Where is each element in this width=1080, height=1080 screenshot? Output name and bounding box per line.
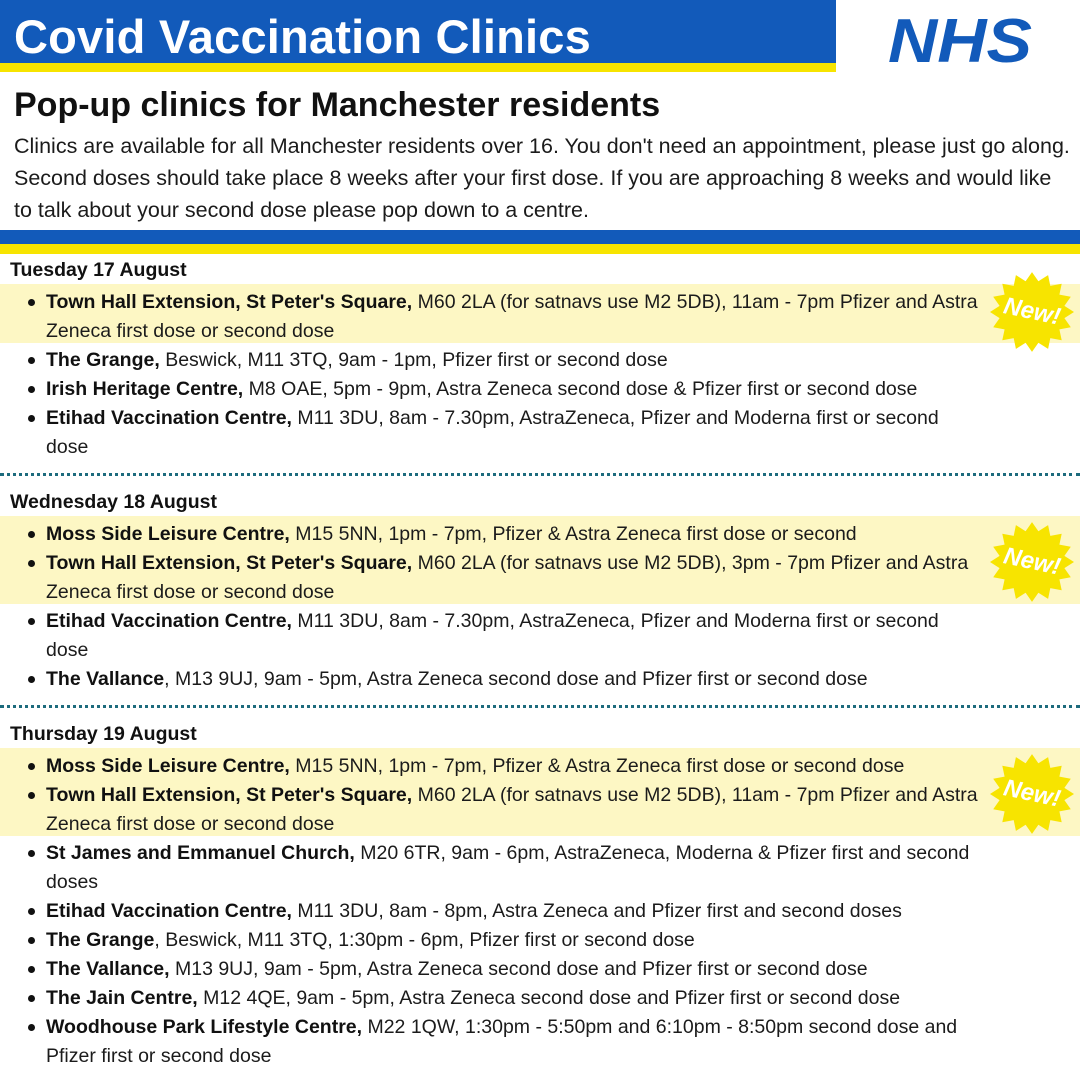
clinic-name: The Jain Centre, [46,987,198,1009]
clinic-item [0,984,1080,1013]
clinic-item [0,346,1080,375]
clinic-name: The Vallance [46,668,165,690]
clinic-detail: M60 2LA (for satnavs use M2 5DB), 11am - 7pm Pfizer and Astra Zeneca first dose or second dose [46,291,978,342]
clinic-name: Etihad Vaccination Centre, [46,610,292,632]
clinic-detail: M11 3DU, 8am - 7.30pm, AstraZeneca, Pfizer and Moderna first or second dose [46,407,939,458]
clinic-item [0,926,1080,955]
clinic-name: Irish Heritage Centre, [46,378,244,400]
clinic-detail: M8 OAE, 5pm - 9pm, Astra Zeneca second dose & Pfizer first or second dose [243,378,918,400]
clinic-detail: M12 4QE, 9am - 5pm, Astra Zeneca second dose and Pfizer first or second dose [197,987,901,1009]
clinic-item [0,1013,1080,1071]
clinic-detail: M11 3DU, 8am - 8pm, Astra Zeneca and Pfizer first and second doses [291,900,902,922]
clinic-detail: M20 6TR, 9am - 6pm, AstraZeneca, Moderna & Pfizer first and second doses [46,842,970,893]
day-section-tuesday [0,259,1080,467]
clinic-name: Moss Side Leisure Centre, [46,755,290,777]
clinic-detail: , M13 9UJ, 9am - 5pm, Astra Zeneca second dose and Pfizer first or second dose [164,668,868,690]
page-title: Covid Vaccination Clinics [14,10,591,63]
intro-text: Clinics are available for all Manchester residents over 16. You don't need an appointment, please just go along. Second doses should take place 8 weeks after your first dose. If you are approaching 8 weeks and would like to talk about your second dose please pop down to a centre. [14,134,1070,222]
new-badge [986,751,1078,837]
section-divider [0,705,1080,708]
clinic-name: Town Hall Extension, St Peter's Square, [46,552,413,574]
svg-text:NHS: NHS [888,10,1032,68]
clinic-name: The Grange, [46,349,160,371]
clinic-name: St James and Emmanuel Church, [46,842,355,864]
new-badge-label: New! [1001,292,1063,331]
clinic-detail: M13 9UJ, 9am - 5pm, Astra Zeneca second dose and Pfizer first or second dose [169,958,868,980]
day-heading: Thursday 19 August [10,723,197,745]
clinic-detail: Beswick, M11 3TQ, 9am - 1pm, Pfizer first or second dose [159,349,668,371]
clinic-detail: , Beswick, M11 3TQ, 1:30pm - 6pm, Pfizer first or second dose [154,929,695,951]
clinic-name: Town Hall Extension, St Peter's Square, [46,291,413,313]
clinic-name: Moss Side Leisure Centre, [46,523,290,545]
nhs-logo [886,10,1034,68]
day-section-wednesday [0,491,1080,699]
clinic-name: Town Hall Extension, St Peter's Square, [46,784,413,806]
clinic-item [0,375,1080,404]
new-badge-label: New! [1001,542,1063,581]
clinic-detail: M15 5NN, 1pm - 7pm, Pfizer & Astra Zeneca first dose or second dose [289,755,905,777]
clinic-detail: M11 3DU, 8am - 7.30pm, AstraZeneca, Pfizer and Moderna first or second dose [46,610,939,661]
clinic-item [0,665,1080,694]
new-badge-label: New! [1001,774,1063,813]
clinic-name: Etihad Vaccination Centre, [46,407,292,429]
clinic-item [0,607,1080,665]
new-badge [986,269,1078,355]
clinic-item [0,404,1080,462]
subtitle: Pop-up clinics for Manchester residents [14,86,661,124]
title-banner [0,0,836,72]
section-divider [0,473,1080,476]
day-section-thursday [0,723,1080,1080]
clinic-detail: M60 2LA (for satnavs use M2 5DB), 11am - 7pm Pfizer and Astra Zeneca first dose or second dose [46,784,978,835]
clinic-name: Etihad Vaccination Centre, [46,900,292,922]
day-heading: Tuesday 17 August [10,259,187,281]
clinic-item [0,781,1080,839]
clinic-item [0,955,1080,984]
clinic-item [0,752,1080,781]
clinic-item [0,839,1080,897]
clinic-item [0,897,1080,926]
clinic-item [0,549,1080,607]
clinic-detail: M60 2LA (for satnavs use M2 5DB), 3pm - 7pm Pfizer and Astra Zeneca first dose or second dose [46,552,969,603]
clinic-list [0,288,1080,462]
clinic-detail: M15 5NN, 1pm - 7pm, Pfizer & Astra Zeneca first dose or second [289,523,857,545]
divider-band-yellow [0,244,1080,254]
day-heading: Wednesday 18 August [10,491,217,513]
clinic-list [0,520,1080,694]
divider-band-blue [0,230,1080,244]
clinic-name: Woodhouse Park Lifestyle Centre, [46,1016,363,1038]
clinic-detail: M22 1QW, 1:30pm - 5:50pm and 6:10pm - 8:50pm second dose and Pfizer first or second dose [46,1016,958,1067]
clinic-item [0,520,1080,549]
new-badge [986,519,1078,605]
clinic-name: The Vallance, [46,958,170,980]
clinic-name: The Grange [46,929,155,951]
clinic-list [0,752,1080,1071]
clinic-item [0,288,1080,346]
